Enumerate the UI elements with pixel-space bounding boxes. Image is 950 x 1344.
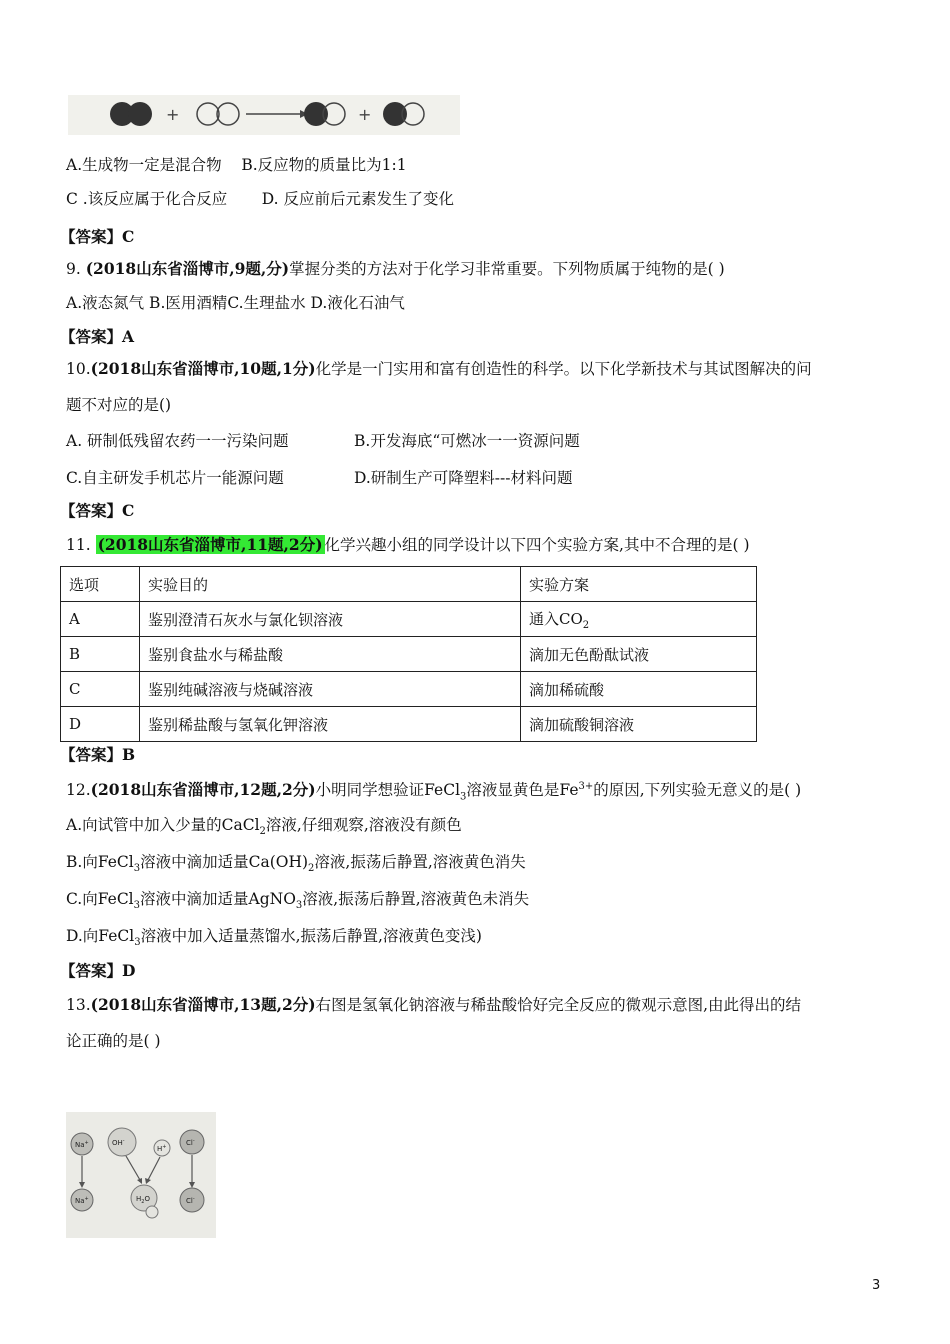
answer-value: A [122,327,135,346]
diagram-label-cl-bottom-sup: - [192,1196,195,1202]
neutralization-diagram-svg [66,1112,216,1238]
q10-stem-line1 [66,358,812,380]
svg-text:+: + [358,105,372,124]
q10-option-b: B.开发海底“可燃冰一一资源问题 [354,432,580,450]
q8-option-b: B.反应物的质量比为1:1 [241,156,407,174]
q10-option-d: D.研制生产可降塑料---材料问题 [354,469,573,487]
question-source: (2018山东省淄博市,12题,2分) [90,780,316,800]
subscript: 2 [308,863,315,875]
diagram-label-oh: OH [112,1139,123,1147]
cell-plan: 滴加稀硫酸 [521,672,757,707]
diagram-label-h-sup: + [162,1144,167,1150]
q11-answer [60,744,135,766]
q9-answer [60,326,134,348]
option-text: 溶液中滴加适量AgNO [140,890,296,908]
question-text: 掌握分类的方法对于化学习非常重要。下列物质属于纯物的是( ) [289,260,725,278]
answer-label: 【答案】 [60,961,123,980]
diagram-label-na-sup: + [84,1140,89,1146]
question-number: 10. [66,360,91,378]
q8-options-row1 [66,154,407,176]
table-row [61,707,757,742]
diagram-label-water-sub: 2 [141,1199,145,1205]
question-text: 的原因,下列实验无意义的是( ) [593,781,802,800]
cell-purpose: 鉴别稀盐酸与氢氧化钾溶液 [140,707,521,742]
cell-purpose: 鉴别食盐水与稀盐酸 [140,637,521,672]
cell-purpose: 鉴别澄清石灰水与氯化钡溶液 [140,602,521,637]
option-text: A.向试管中加入少量的CaCl [66,816,260,834]
cell-plan: 滴加无色酚酞试液 [521,637,757,672]
q13-stem-line1 [66,994,801,1016]
question-text: 小明同学想验证FeCl [315,781,461,800]
plan-subscript: 2 [582,619,590,631]
question-number: 11. [66,536,96,554]
question-text: 溶液显黄色是Fe [466,781,579,800]
q9-stem [66,258,725,280]
q8-answer [60,226,134,248]
subscript: 3 [295,900,303,912]
superscript: 3+ [578,781,594,792]
header-cell-plan: 实验方案 [521,567,757,602]
option-text: 溶液中加入适量蒸馏水,振荡后静置,溶液黄色变浅) [140,927,482,945]
answer-value: D [122,961,136,980]
option-text: D.向FeCl [66,927,135,945]
q12-stem [66,776,801,808]
q10-option-c: C.自主研发手机芯片一能源问题 [66,469,284,487]
question-text: 化学是一门实用和富有创造性的科学。以下化学新技术与其试图解决的问 [315,360,812,378]
q12-option-d [66,925,482,954]
option-text: 溶液,仔细观察,溶液没有颜色 [265,816,462,834]
q11-stem [66,534,750,556]
q11-options-table [60,566,757,742]
diagram-label-water-o: O [144,1195,150,1203]
diagram-label-h: H [157,1145,163,1153]
reaction-diagram-svg [68,95,460,135]
diagram-label-cl-bottom: Cl [186,1197,193,1205]
answer-value: C [122,227,135,246]
q12-answer [60,960,135,982]
table-header-row [61,567,757,602]
cell-plan [521,602,757,637]
q12-option-c [66,888,529,917]
table-row [61,672,757,707]
diagram-label-na: Na [75,1141,85,1149]
header-cell-purpose: 实验目的 [140,567,521,602]
subscript: 3 [133,900,141,912]
option-text: 溶液,振荡后静置,溶液黄色未消失 [302,890,530,908]
q10-option-a: A. 研制低残留农药一一污染问题 [66,432,289,450]
q13-stem-line2: 论正确的是( ) [66,1032,161,1050]
question-text: 化学兴趣小组的同学设计以下四个实验方案,其中不合理的是( ) [324,536,750,554]
answer-label: 【答案】 [60,227,123,246]
option-text: C.向FeCl [66,890,134,908]
cell-option: B [61,637,140,672]
option-text: 溶液,振荡后静置,溶液黄色消失 [314,853,526,871]
diagram-label-na-bottom: Na [75,1197,85,1205]
answer-value: B [122,745,136,764]
cell-plan: 滴加硫酸铜溶液 [521,707,757,742]
question-number: 9. [66,260,86,278]
q12-option-b [66,851,526,880]
answer-label: 【答案】 [60,501,123,520]
table-row [61,602,757,637]
diagram-label-cl-sup: - [192,1138,195,1144]
reaction-diagram [68,95,460,135]
answer-label: 【答案】 [60,327,123,346]
q8-option-a: A.生成物一定是混合物 [66,156,222,174]
cell-option: A [61,602,140,637]
q10-answer [60,500,134,522]
cell-purpose: 鉴别纯碱溶液与烧碱溶液 [140,672,521,707]
q9-options: A.液态氮气 B.医用酒精C.生理盐水 D.液化石油气 [66,294,405,312]
question-source: (2018山东省淄博市,13题,2分) [90,995,316,1014]
subscript: 3 [133,863,141,875]
cell-option: C [61,672,140,707]
q8-options-row2 [66,188,454,210]
subscript: 2 [259,826,266,838]
diagram-label-cl: Cl [186,1139,193,1147]
page-number: 3 [872,1278,881,1293]
option-text: B.向FeCl [66,853,134,871]
svg-text:+: + [166,105,180,124]
option-text: 溶液中滴加适量Ca(OH) [140,853,309,871]
q12-option-a [66,814,462,843]
table-row [61,637,757,672]
question-source: (2018山东省淄博市,9题,分) [85,259,290,278]
answer-value: C [122,501,135,520]
question-text: 右图是氢氧化钠溶液与稀盐酸恰好完全反应的微观示意图,由此得出的结 [315,996,802,1014]
plan-text: 通入CO [529,609,583,628]
diagram-label-oh-sup: - [122,1138,125,1144]
q10-stem-line2: 题不对应的是() [66,396,172,414]
question-source: (2018山东省淄博市,10题,1分) [90,359,316,378]
neutralization-diagram [66,1112,216,1238]
header-cell-option: 选项 [61,567,140,602]
diagram-label-water: H [136,1195,142,1203]
answer-label: 【答案】 [60,745,123,764]
question-number: 13. [66,996,91,1014]
cell-option: D [61,707,140,742]
subscript: 3 [460,791,467,803]
question-source-highlighted: (2018山东省淄博市,11题,2分) [97,535,323,554]
diagram-label-na-bottom-sup: + [84,1196,89,1202]
q8-option-c: C .该反应属于化合反应 [66,190,228,208]
question-number: 12. [66,781,91,800]
subscript: 3 [134,937,141,949]
q8-option-d: D. 反应前后元素发生了变化 [261,190,454,208]
